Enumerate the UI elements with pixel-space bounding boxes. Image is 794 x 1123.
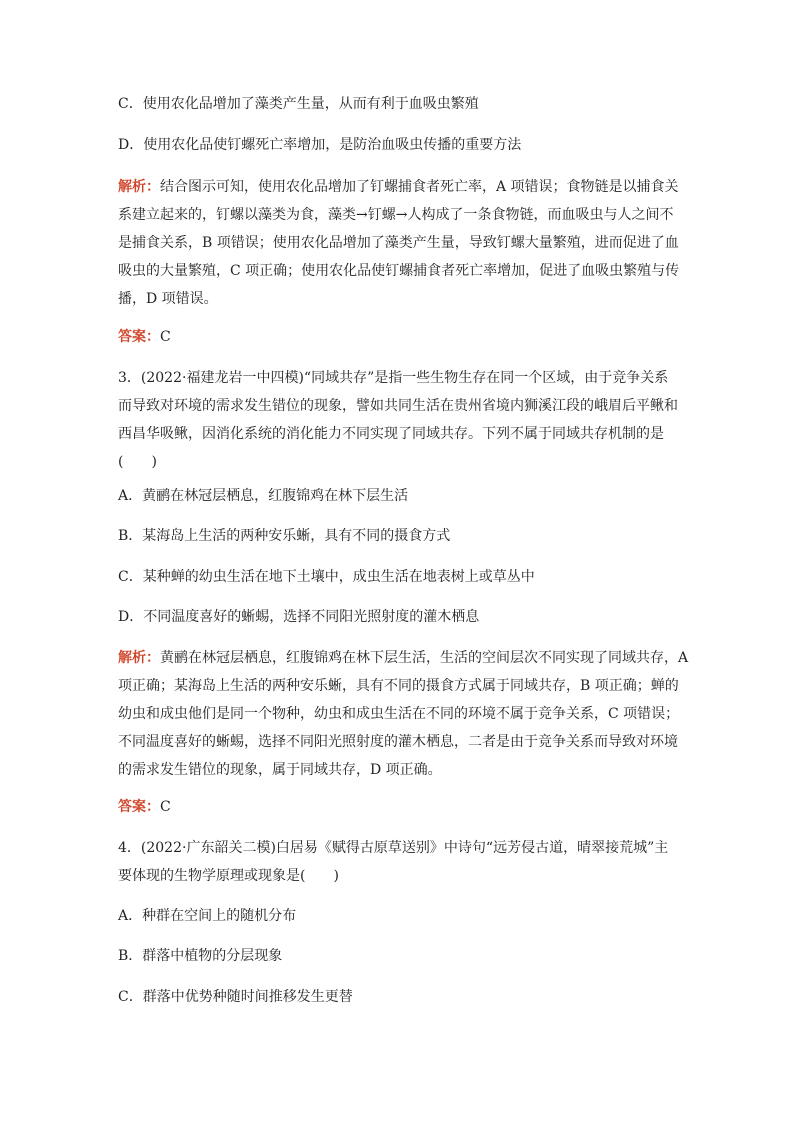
q2-analysis-line-2: 系建立起来的，钉螺以藻类为食，藻类→钉螺→人构成了一条食物链，而血吸虫与人之间不 — [118, 207, 674, 223]
analysis-label: 解析： — [118, 179, 160, 195]
q2-answer — [118, 327, 694, 347]
q3-analysis-line-4: 不同温度喜好的蜥蜴，选择不同阳光照射度的灌木栖息，二者是由于竞争关系而导致对环境 — [118, 734, 678, 750]
q2-option-c: C．使用农化品增加了藻类产生量，从而有利于血吸虫繁殖 — [118, 96, 479, 112]
q3-analysis-line-5: 的需求发生错位的现象，属于同域共存，D 项正确。 — [118, 762, 442, 778]
analysis-label: 解析： — [118, 650, 160, 666]
answer-label: 答案： — [118, 799, 160, 815]
q3-option-a: A．黄鹂在林冠层栖息，红腹锦鸡在林下层生活 — [118, 488, 409, 504]
q3-stem-line-1: 3．(2022·福建龙岩一中四模)“同域共存”是指一些生物生存在同一个区域，由于竞争关系 — [118, 370, 669, 386]
q3-option-b: B．某海岛上生活的两种安乐蜥，具有不同的摄食方式 — [118, 528, 451, 544]
q3-option-d: D．不同温度喜好的蜥蜴，选择不同阳光照射度的灌木栖息 — [118, 609, 480, 625]
q3-stem-line-2: 而导致对环境的需求发生错位的现象，譬如共同生活在贵州省境内狮溪江段的峨眉后平鳅和 — [118, 398, 678, 414]
q4-option-a: A．种群在空间上的随机分布 — [118, 908, 297, 924]
q2-analysis-line-1: 解析：结合图示可知，使用农化品增加了钉螺捕食者死亡率，A 项错误；食物链是以捕食关 — [118, 179, 679, 195]
q4-option-c: C．群落中优势种随时间推移发生更替 — [118, 989, 353, 1005]
answer-label: 答案： — [118, 329, 160, 345]
q4-stem-line-1: 4．(2022·广东韶关二模)白居易《赋得古原草送别》中诗句“远芳侵古道，晴翠接荒城”主 — [118, 840, 669, 856]
q3-analysis-line-1: 解析：黄鹂在林冠层栖息，红腹锦鸡在林下层生活，生活的空间层次不同实现了同域共存，A — [118, 650, 689, 666]
q2-analysis-line-4: 吸虫的大量繁殖，C 项正确；使用农化品使钉螺捕食者死亡率增加，促进了血吸虫繁殖与传 — [118, 263, 680, 279]
q2-analysis-line-5: 播，D 项错误。 — [118, 291, 218, 307]
q2-option-d: D．使用农化品使钉螺死亡率增加，是防治血吸虫传播的重要方法 — [118, 137, 522, 153]
answer-value: C — [160, 329, 171, 345]
q3-stem-line-3: 西昌华吸鳅，因消化系统的消化能力不同实现了同域共存。下列不属于同域共存机制的是 — [118, 426, 664, 442]
q3-option-c: C．某种蝉的幼虫生活在地下土壤中，成虫生活在地表树上或草丛中 — [118, 569, 535, 585]
q3-analysis-line-3: 幼虫和成虫他们是同一个物种，幼虫和成虫生活在不同的环境不属于竞争关系，C 项错误； — [118, 706, 680, 722]
q4-option-b: B．群落中植物的分层现象 — [118, 948, 283, 964]
q3-stem-line-4: ( ) — [118, 454, 157, 470]
q3-analysis-line-2: 项正确；某海岛上生活的两种安乐蜥，具有不同的摄食方式属于同域共存，B 项正确；蝉的 — [118, 678, 679, 694]
q4-stem-line-2: 要体现的生物学原理或现象是( ) — [118, 868, 339, 884]
q3-answer — [118, 797, 694, 817]
answer-value: C — [160, 799, 171, 815]
q2-analysis-line-3: 是捕食关系，B 项错误；使用农化品增加了藻类产生量，导致钉螺大量繁殖，进而促进了血 — [118, 235, 679, 251]
